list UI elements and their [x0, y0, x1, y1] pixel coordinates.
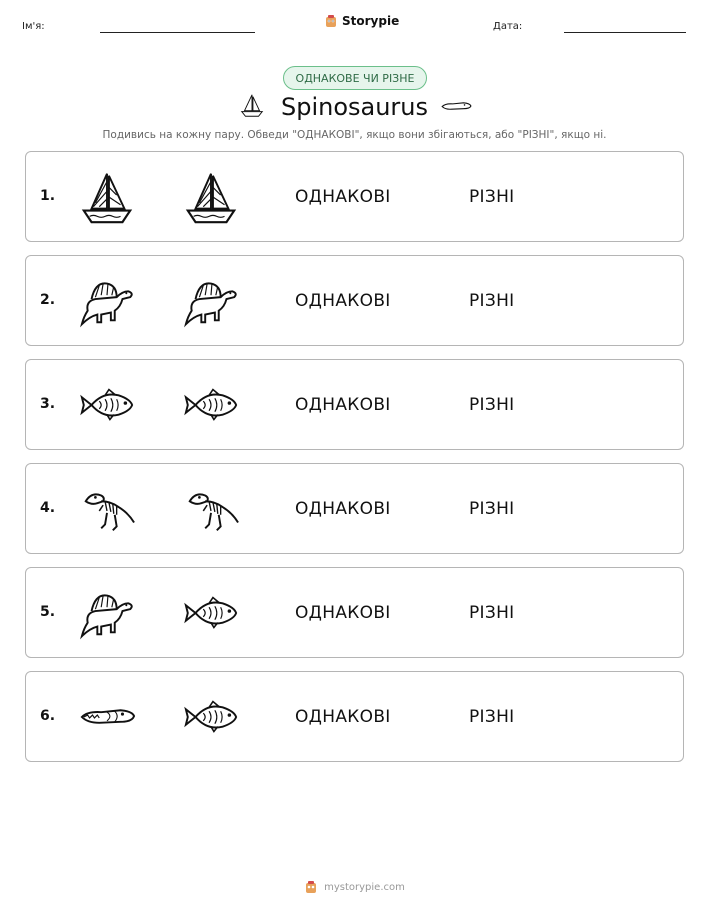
same-option[interactable]: ОДНАКОВІ — [295, 603, 391, 623]
same-option[interactable]: ОДНАКОВІ — [295, 291, 391, 311]
worksheet-type-badge: ОДНАКОВЕ ЧИ РІЗНЕ — [283, 66, 427, 90]
date-label: Дата: — [493, 21, 523, 32]
question-row — [25, 359, 684, 450]
question-number: 3. — [40, 396, 56, 412]
same-option[interactable]: ОДНАКОВІ — [295, 395, 391, 415]
fish-icon — [182, 584, 240, 642]
question-number: 5. — [40, 604, 56, 620]
storypie-logo-icon — [324, 14, 338, 28]
question-row — [25, 567, 684, 658]
page-title: Spinosaurus — [280, 93, 429, 121]
footer-url: mystorypie.com — [324, 881, 405, 893]
crocodile-icon — [78, 688, 136, 746]
question-number: 4. — [40, 500, 56, 516]
footer — [0, 880, 709, 894]
sailboat-icon — [182, 168, 240, 226]
spinosaurus-icon — [78, 584, 136, 642]
name-label: Ім'я: — [22, 21, 45, 32]
question-row — [25, 463, 684, 554]
brand-name: Storypie — [342, 14, 400, 28]
different-option[interactable]: РІЗНІ — [469, 187, 515, 207]
different-option[interactable]: РІЗНІ — [469, 603, 515, 623]
question-number: 6. — [40, 708, 56, 724]
fish-icon — [182, 688, 240, 746]
storypie-footer-icon — [304, 880, 318, 894]
crocodile-title-icon — [440, 96, 472, 120]
question-row — [25, 255, 684, 346]
brand-logo — [324, 14, 399, 28]
different-option[interactable]: РІЗНІ — [469, 707, 515, 727]
dinosaur-skeleton-icon — [182, 480, 240, 538]
question-number: 2. — [40, 292, 56, 308]
date-field[interactable] — [564, 32, 686, 33]
fish-icon — [78, 376, 136, 434]
same-option[interactable]: ОДНАКОВІ — [295, 187, 391, 207]
spinosaurus-icon — [182, 272, 240, 330]
same-option[interactable]: ОДНАКОВІ — [295, 707, 391, 727]
spinosaurus-icon — [78, 272, 136, 330]
question-row — [25, 671, 684, 762]
same-option[interactable]: ОДНАКОВІ — [295, 499, 391, 519]
different-option[interactable]: РІЗНІ — [469, 291, 515, 311]
instructions: Подивись на кожну пару. Обведи "ОДНАКОВІ", якщо вони збігаються, або "РІЗНІ", якщо ні. — [102, 129, 607, 141]
dinosaur-skeleton-icon — [78, 480, 136, 538]
name-field[interactable] — [100, 32, 255, 33]
fish-icon — [182, 376, 240, 434]
different-option[interactable]: РІЗНІ — [469, 395, 515, 415]
question-number: 1. — [40, 188, 56, 204]
question-row — [25, 151, 684, 242]
sailboat-icon — [78, 168, 136, 226]
different-option[interactable]: РІЗНІ — [469, 499, 515, 519]
